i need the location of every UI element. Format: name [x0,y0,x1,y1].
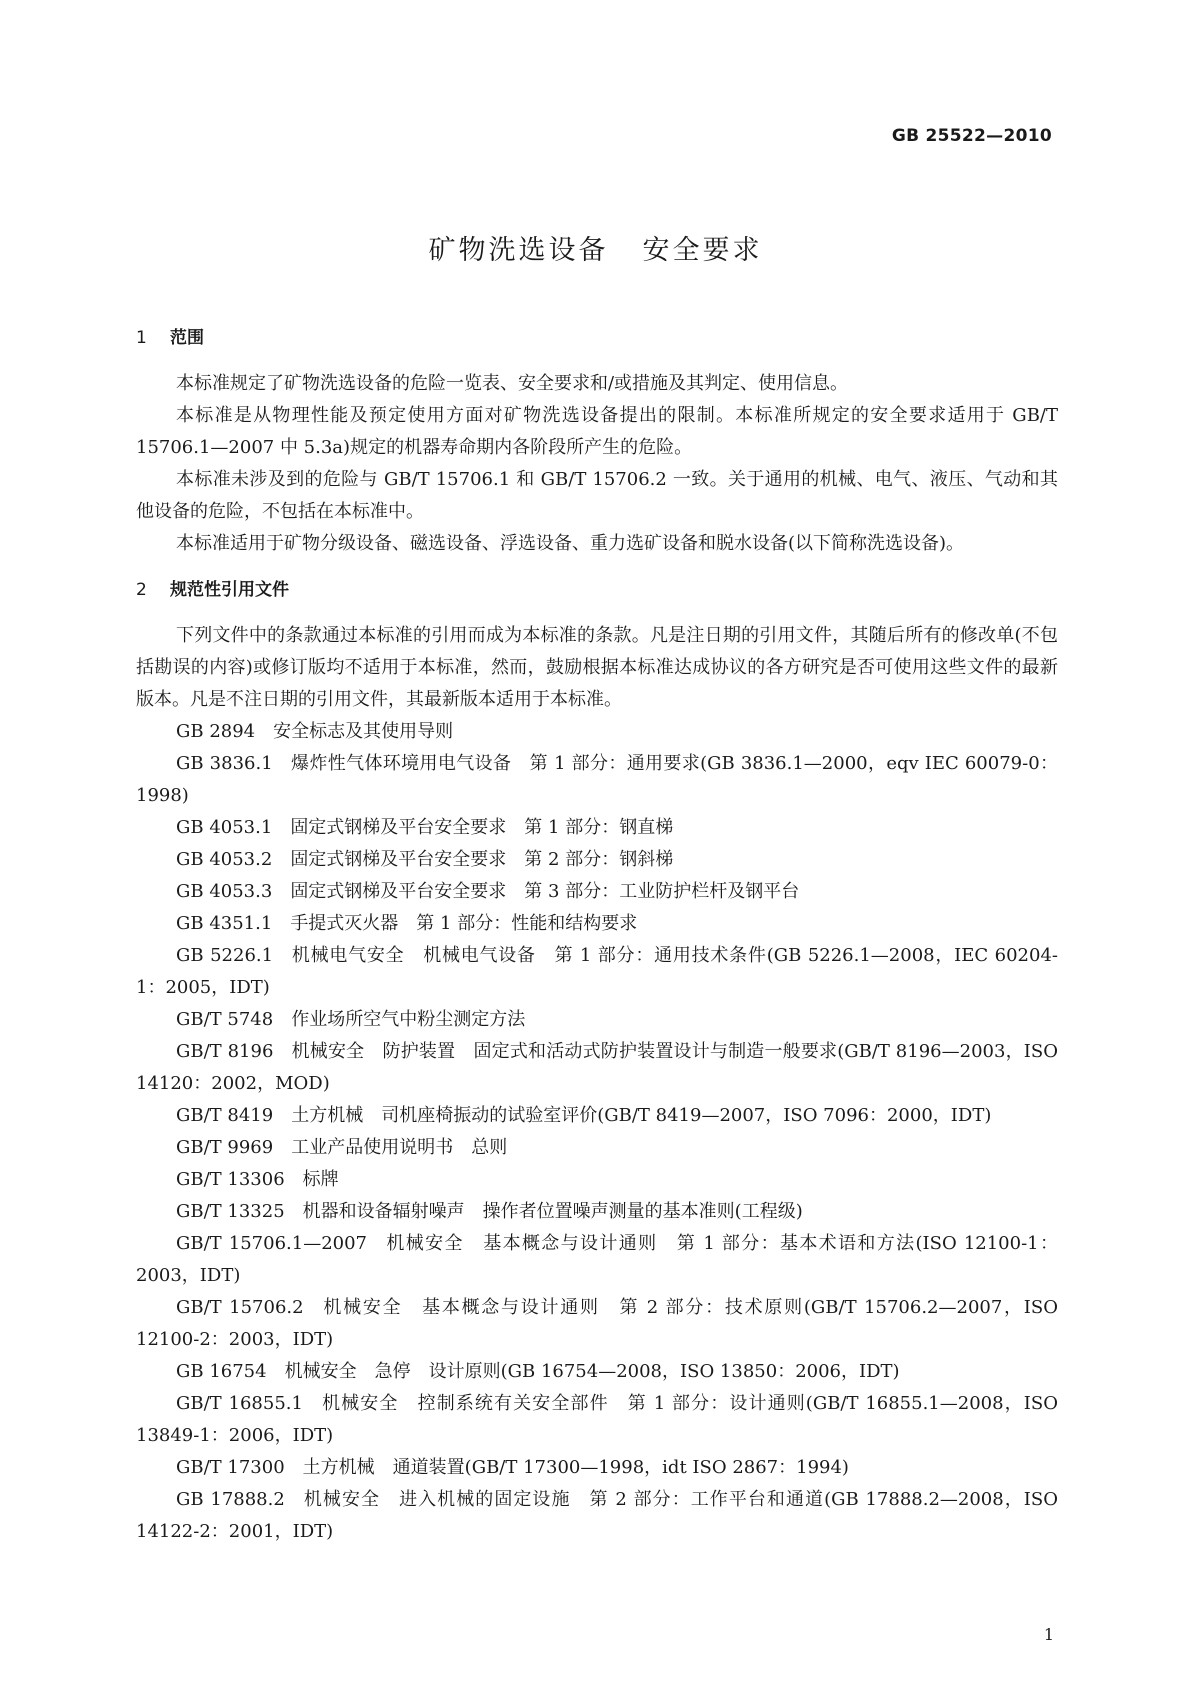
reference-item [136,1228,1058,1292]
reference-title: 机械安全 进入机械的固定设施 第 2 部分：工作平台和通道(GB 17888.2—2008，ISO 14122-2：2001，IDT) [136,1489,1058,1542]
reference-item [136,1100,1058,1132]
scope-paragraph: 本标准是从物理性能及预定使用方面对矿物洗选设备提出的限制。本标准所规定的安全要求适用于 GB/T 15706.1—2007 中 5.3a)规定的机器寿命期内各阶段所产生的危险。 [136,405,1058,458]
reference-item [136,1356,1058,1388]
reference-item [136,1388,1058,1452]
reference-code: GB/T 16855.1 [176,1393,303,1414]
reference-title: 固定式钢梯及平台安全要求 第 3 部分：工业防护栏杆及钢平台 [290,881,800,902]
reference-code: GB/T 17300 [176,1457,285,1478]
reference-item [136,1036,1058,1100]
reference-code: GB/T 8196 [176,1041,274,1062]
reference-title: 机械安全 基本概念与设计通则 第 1 部分：基本术语和方法(ISO 12100-1：2003，IDT) [136,1233,1058,1286]
document-title [0,228,1191,267]
reference-code: GB/T 13306 [176,1169,285,1190]
reference-title: 安全标志及其使用导则 [273,721,454,742]
reference-title: 机械安全 急停 设计原则(GB 16754—2008，ISO 13850：2006，IDT) [284,1361,900,1382]
reference-title: 土方机械 通道装置(GB/T 17300—1998，idt ISO 2867：1994) [302,1457,849,1478]
scope-paragraph: 本标准规定了矿物洗选设备的危险一览表、安全要求和/或措施及其判定、使用信息。 [176,373,849,394]
reference-item [136,1132,1058,1164]
reference-code: GB 16754 [176,1361,267,1382]
section-number: 1 [136,328,147,348]
section-title: 范围 [170,328,204,348]
reference-item [136,1164,1058,1196]
title-part-2: 安全要求 [642,235,763,266]
reference-item [136,844,1058,876]
reference-code: GB/T 15706.1—2007 [176,1233,368,1254]
reference-code: GB 5226.1 [176,945,274,966]
reference-title: 机械安全 基本概念与设计通则 第 2 部分：技术原则(GB/T 15706.2—2007，ISO 12100-2：2003，IDT) [136,1297,1058,1350]
reference-title: 作业场所空气中粉尘测定方法 [291,1009,526,1030]
reference-title: 爆炸性气体环境用电气设备 第 1 部分：通用要求(GB 3836.1—2000，eqv IEC 60079-0：1998) [136,753,1059,806]
reference-title: 手提式灭火器 第 1 部分：性能和结构要求 [290,913,638,934]
reference-item [136,1292,1058,1356]
reference-list [136,716,1058,1548]
reference-title: 机械安全 防护装置 固定式和活动式防护装置设计与制造一般要求(GB/T 8196—2003，ISO 14120：2002，MOD) [136,1041,1058,1094]
reference-item [136,1004,1058,1036]
reference-title: 机械电气安全 机械电气设备 第 1 部分：通用技术条件(GB 5226.1—2008，IEC 60204-1：2005，IDT) [136,945,1058,998]
reference-title: 土方机械 司机座椅振动的试验室评价(GB/T 8419—2007，ISO 7096：2000，IDT) [291,1105,992,1126]
page-number: 1 [1043,1625,1054,1644]
reference-item [136,1452,1058,1484]
section-heading-references [136,574,1058,606]
reference-code: GB/T 9969 [176,1137,274,1158]
reference-title: 固定式钢梯及平台安全要求 第 2 部分：钢斜梯 [290,849,674,870]
reference-code: GB 4053.3 [176,881,273,902]
reference-item [136,940,1058,1004]
reference-code: GB 17888.2 [176,1489,285,1510]
reference-item [136,908,1058,940]
title-part-1: 矿物洗选设备 [428,235,609,266]
reference-code: GB/T 8419 [176,1105,274,1126]
section-title: 规范性引用文件 [170,580,289,600]
reference-title: 标牌 [302,1169,339,1190]
reference-code: GB 4053.2 [176,849,273,870]
reference-code: GB 4351.1 [176,913,273,934]
reference-title: 机器和设备辐射噪声 操作者位置噪声测量的基本准则(工程级) [302,1201,803,1222]
reference-item [136,812,1058,844]
references-intro: 下列文件中的条款通过本标准的引用而成为本标准的条款。凡是注日期的引用文件，其随后所有的修改单(不包括勘误的内容)或修订版均不适用于本标准，然而，鼓励根据本标准达成协议的各方研究是否可使用这些文件的最新版本。凡是不注日期的引用文件，其最新版本适用于本标准。 [136,625,1058,710]
scope-paragraph: 本标准未涉及到的危险与 GB/T 15706.1 和 GB/T 15706.2 一致。关于通用的机械、电气、液压、气动和其他设备的危险，不包括在本标准中。 [136,469,1058,522]
reference-item [136,748,1058,812]
reference-item [136,876,1058,908]
section-number: 2 [136,580,147,600]
reference-code: GB 4053.1 [176,817,273,838]
reference-code: GB 3836.1 [176,753,273,774]
reference-code: GB/T 5748 [176,1009,274,1030]
reference-code: GB/T 13325 [176,1201,285,1222]
reference-title: 工业产品使用说明书 总则 [291,1137,508,1158]
document-body [136,322,1058,1548]
reference-item [136,716,1058,748]
reference-title: 固定式钢梯及平台安全要求 第 1 部分：钢直梯 [290,817,674,838]
reference-item [136,1196,1058,1228]
standard-code: GB 25522—2010 [891,126,1052,146]
reference-item [136,1484,1058,1548]
scope-paragraph: 本标准适用于矿物分级设备、磁选设备、浮选设备、重力选矿设备和脱水设备(以下简称洗选设备)。 [176,533,965,554]
reference-code: GB 2894 [176,721,256,742]
reference-title: 机械安全 控制系统有关安全部件 第 1 部分：设计通则(GB/T 16855.1—2008，ISO 13849-1：2006，IDT) [136,1393,1058,1446]
section-heading-scope [136,322,1058,354]
reference-code: GB/T 15706.2 [176,1297,304,1318]
